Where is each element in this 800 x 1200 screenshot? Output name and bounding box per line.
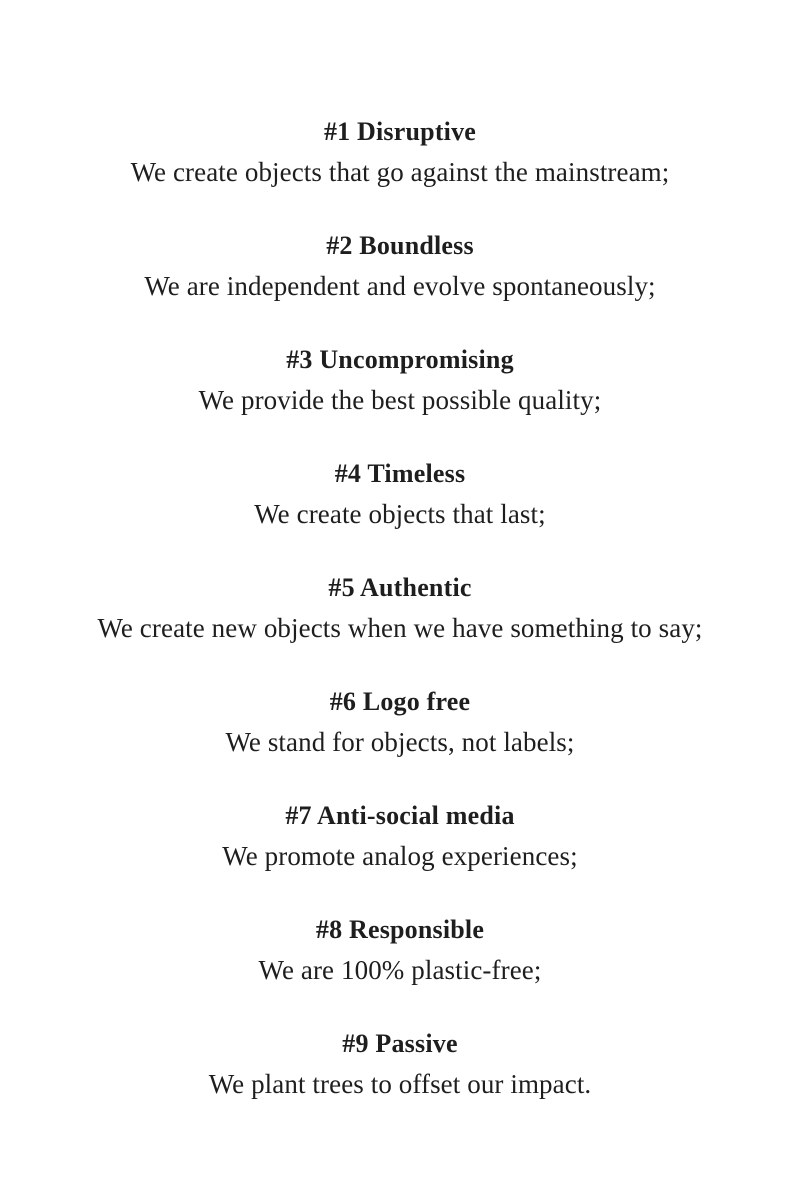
item-body: We create new objects when we have something to say; bbox=[97, 613, 703, 643]
item-body: We are independent and evolve spontaneously; bbox=[144, 271, 656, 301]
manifesto-item bbox=[90, 1024, 710, 1104]
item-title: #3 Uncompromising bbox=[286, 345, 514, 374]
item-body: We stand for objects, not labels; bbox=[225, 727, 575, 757]
item-title: #7 Anti-social media bbox=[285, 801, 515, 830]
item-body: We promote analog experiences; bbox=[222, 841, 578, 871]
item-title: #2 Boundless bbox=[326, 231, 474, 260]
item-body: We create objects that go against the mainstream; bbox=[130, 157, 670, 187]
item-body: We provide the best possible quality; bbox=[198, 385, 602, 415]
item-title: #1 Disruptive bbox=[323, 117, 477, 146]
manifesto-item bbox=[90, 340, 710, 420]
item-title: #8 Responsible bbox=[315, 915, 485, 944]
item-body: We create objects that last; bbox=[254, 499, 546, 529]
item-body: We plant trees to offset our impact. bbox=[208, 1069, 592, 1099]
item-title: #6 Logo free bbox=[329, 687, 471, 716]
item-title: #5 Authentic bbox=[328, 573, 472, 602]
manifesto-item bbox=[90, 910, 710, 990]
item-body: We are 100% plastic-free; bbox=[258, 955, 542, 985]
manifesto-item bbox=[90, 568, 710, 648]
item-title: #4 Timeless bbox=[334, 459, 466, 488]
manifesto-item bbox=[90, 226, 710, 306]
item-title: #9 Passive bbox=[342, 1029, 458, 1058]
manifesto-list bbox=[90, 0, 710, 1104]
manifesto-item bbox=[90, 796, 710, 876]
manifesto-item bbox=[90, 454, 710, 534]
manifesto-item bbox=[90, 682, 710, 762]
manifesto-item bbox=[90, 112, 710, 192]
